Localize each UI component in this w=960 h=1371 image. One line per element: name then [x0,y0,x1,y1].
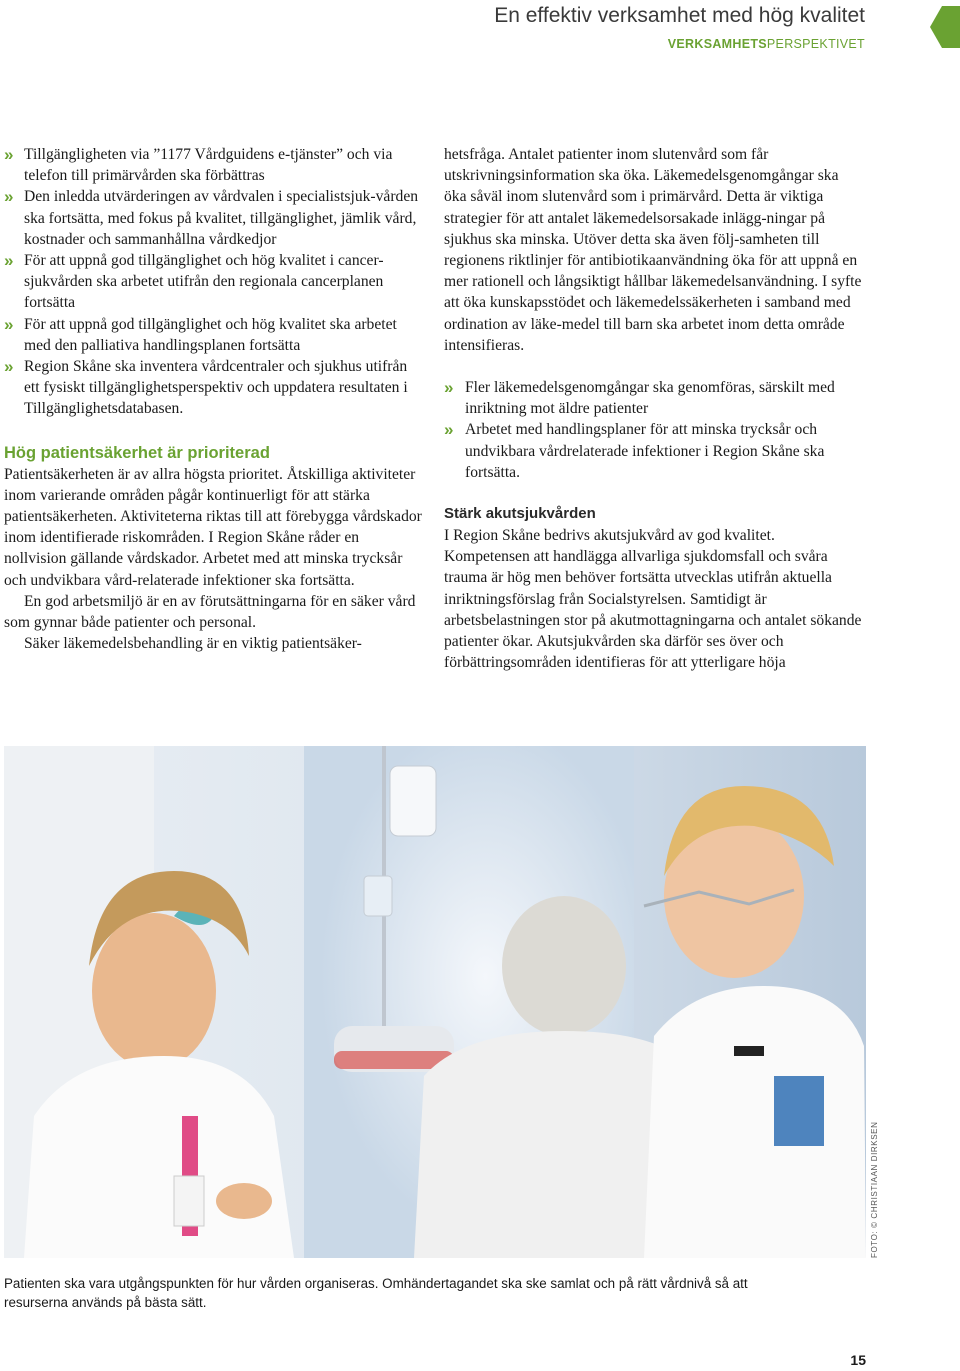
running-header-subtitle [668,37,865,51]
left-column [4,144,422,654]
body-paragraph: Säker läkemedelsbehandling är en viktig patientsäker- [24,635,362,653]
subtitle-rest-part: PERSPEKTIVET [766,37,865,51]
bullet-chevron-icon: » [4,251,14,271]
running-header-title: En effektiv verksamhet med hög kvalitet [494,4,865,27]
photo-caption: Patienten ska vara utgångspunkten för hur vården organiseras. Omhändertagandet ska ske samlat och på rätt vårdnivå så att resurserna används på bästa sätt. [4,1276,748,1310]
list-item: » Region Skåne ska inventera vårdcentraler och sjukhus utifrån ett fysiskt tillgänglighetsperspektiv och uppdatera resultaten i Tillgänglighetsdatabasen. [4,357,408,418]
right-column [444,144,862,673]
subtitle-bold-part: VERKSAMHETS [667,37,767,51]
page-number: 15 [850,1352,866,1368]
photo-illustration [4,746,866,1258]
list-item: » För att uppnå god tillgänglighet och hög kvalitet i cancer-sjukvården ska arbetet utifrån den regionala cancerplanen fortsätta [4,251,384,312]
body-paragraph: Patientsäkerheten är av allra högsta prioritet. Åtskilliga aktiviteter inom varierande områden pågår kontinuerligt för att stärka patientsäkerheten. Aktiviteterna riktas till att förebygga vårdskador inom identifierade riskområden. I Region Skåne råder en nollvision gällande vårdskador. Arbetet med att minska trycksår och undvikbara vård-relaterade infektioner ska fortsätta. [4,465,422,589]
bullet-chevron-icon: » [444,378,454,398]
left-bullet-list [4,144,422,420]
list-item: » Arbetet med handlingsplaner för att minska trycksår och undvikbara vårdrelaterade infektioner i Region Skåne ska fortsätta. [444,420,825,481]
bullet-chevron-icon: » [444,420,454,440]
green-hexagon-icon [930,6,960,48]
list-item: » För att uppnå god tillgänglighet och hög kvalitet ska arbetet med den palliativa handlingsplanen fortsätta [4,314,397,354]
hospital-staff-photo [4,746,866,1258]
photo-credit: FOTO: © CHRISTIAAN DIRKSEN [870,1121,879,1258]
bullet-chevron-icon: » [4,314,14,334]
section-heading-emergency-care: Stärk akutsjukvården [444,505,596,523]
body-paragraph-continued: hetsfråga. Antalet patienter inom slutenvård som får utskrivningsinformation ska öka. Läkemedelsgenomgångar ska öka såväl inom slutenvård som i primärvård. Detta är viktiga strategier för att antalet läkemedelsorsakade inlägg-ningar på sjukhus ska minska. Utöver detta ska även följ-samheten till regionens riktlinjer för antibiotikaanvändning öka för att uppnå en mer rationell och långsiktigt hållbar läkemedelsanvändning. I syfte att öka kunskapsstödet och läkemedelssäkerheten i samband med ordination av läke-medel till barn ska arbetet inom detta område intensifieras. [444,146,862,354]
body-paragraph: En god arbetsmiljö är en av förutsättningarna för en säker vård som gynnar både patienter och personal. [4,592,416,632]
body-paragraph: I Region Skåne bedrivs akutsjukvård av god kvalitet. Kompetensen att handlägga allvarliga sjukdomsfall och svåra trauma är hög men behöver fortsätta utvecklas utifrån aktuella inriktningsförslag från Socialstyrelsen. Samtidigt är arbetsbelastningen stor på akutmottagningarna och antalet sökande patienter ökar. Akutsjukvården ska därför ses över och förbättringsområden identifieras för att ytterligare höja [444,527,862,672]
right-bullet-list [444,377,862,483]
bullet-chevron-icon: » [4,187,14,207]
bullet-chevron-icon: » [4,145,14,164]
list-item: » Tillgängligheten via ”1177 Vårdguidens e-tjänster” och via telefon till primärvården ska förbättras [4,145,393,185]
bullet-chevron-icon: » [4,357,14,377]
list-item: » Den inledda utvärderingen av vårdvalen i specialistsjuk-vården ska fortsätta, med fokus på kvalitet, tillgänglighet, jämlik vård, kostnader och sammanhållna vårdkedjor [4,187,419,248]
section-heading-patient-safety: Hög patientsäkerhet är prioriterad [4,443,270,462]
list-item: » Fler läkemedelsgenomgångar ska genomföras, särskilt med inriktning mot äldre patienter [444,378,835,418]
